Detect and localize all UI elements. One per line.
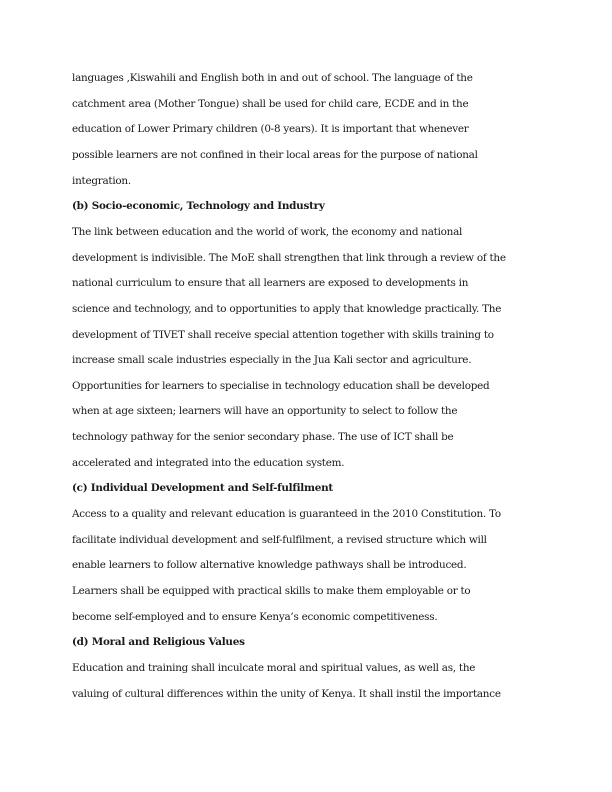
body-text-line: education of Lower Primary children (0-8 years). It is important that whenever (72, 123, 469, 136)
body-text-line: valuing of cultural differences within the unity of Kenya. It shall instil the importance (72, 687, 501, 700)
body-text-line: Education and training shall inculcate moral and spiritual values, as well as, the (72, 661, 476, 674)
section-heading: (c) Individual Development and Self-fulfilment (72, 482, 333, 495)
body-text-line: catchment area (Mother Tongue) shall be used for child care, ECDE and in the (72, 97, 469, 110)
body-text-line: science and technology, and to opportunities to apply that knowledge practically. The (72, 302, 502, 315)
body-text-line: accelerated and integrated into the education system. (72, 456, 345, 469)
body-text-line: Opportunities for learners to specialise in technology education shall be developed (72, 379, 490, 392)
body-text-line: Access to a quality and relevant education is guaranteed in the 2010 Constitution. To (72, 508, 501, 521)
body-text-line: The link between education and the world of work, the economy and national (72, 225, 463, 238)
body-text-line: languages ,Kiswahili and English both in and out of school. The language of the (72, 72, 473, 84)
body-text-line: when at age sixteen; learners will have an opportunity to select to follow the (72, 405, 458, 418)
body-text-line: Learners shall be equipped with practical skills to make them employable or to (72, 585, 471, 597)
body-text-line: development of TIVET shall receive special attention together with skills training to (72, 328, 494, 341)
body-text-line: development is indivisible. The MoE shall strengthen that link through a review of the (72, 251, 506, 264)
body-text-line: become self-employed and to ensure Kenya’s economic competitiveness. (72, 610, 438, 623)
body-text-line: enable learners to follow alternative knowledge pathways shall be introduced. (72, 559, 467, 572)
section-heading: (d) Moral and Religious Values (72, 636, 245, 649)
body-text-line: national curriculum to ensure that all learners are exposed to developments in (72, 277, 469, 290)
body-text-line: technology pathway for the senior secondary phase. The use of ICT shall be (72, 431, 454, 444)
section-heading: (b) Socio-economic, Technology and Industry (72, 200, 325, 213)
body-text-line: increase small scale industries especially in the Jua Kali sector and agriculture. (72, 354, 472, 367)
body-text-line: possible learners are not confined in their local areas for the purpose of national (72, 148, 478, 161)
body-text-line: integration. (72, 174, 131, 187)
body-text-line: facilitate individual development and self-fulfilment, a revised structure which will (72, 533, 487, 546)
